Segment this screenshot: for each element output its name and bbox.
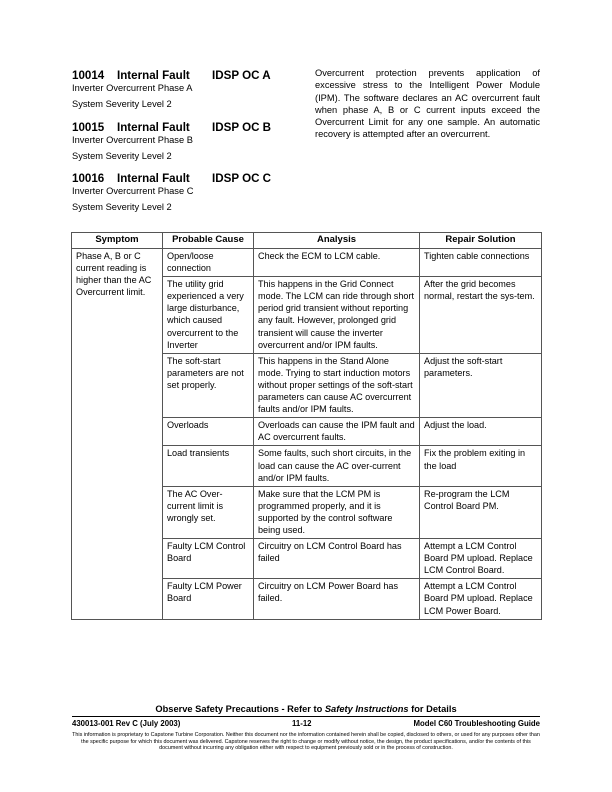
fault-severity: System Severity Level 2	[72, 202, 172, 212]
safety-notice: Observe Safety Precautions - Refer to Safety Instructions for Details	[155, 704, 457, 714]
analysis-cell: Make sure that the LCM PM is programmed properly, and it is supported by the control software being used.	[254, 486, 420, 538]
header-symptom: Symptom	[72, 233, 163, 249]
cause-cell: Faulty LCM Control Board	[163, 539, 254, 579]
fault-description: Inverter Overcurrent Phase A	[72, 83, 193, 93]
table-row	[72, 249, 542, 277]
analysis-cell: Circuitry on LCM Power Board has failed.	[254, 579, 420, 619]
proprietary-notice: This information is proprietary to Capstone Turbine Corporation. Neither this document nor the information contained herein shall be copied, disclosed to others, or used for any purposes other than the specific purpose for which this document was delivered. Capstone reserves the right to change or modify without notice, the design, the product specifications, and/or the contents of this document without incurring any obligation either with respect to equipment previously sold or in the process of construction.	[72, 732, 540, 752]
guide-title: Model C60 Troubleshooting Guide	[413, 719, 540, 728]
cause-cell: The AC Over-current limit is wrongly set.	[163, 486, 254, 538]
analysis-cell: This happens in the Grid Connect mode. The LCM can ride through short period grid transient without reporting any fault. However, prolonged grid transient will cause the inverter overcurrent and/or IPM faults.	[254, 277, 420, 354]
page-number: 11-12	[292, 719, 312, 728]
header-analysis: Analysis	[254, 233, 420, 249]
cause-cell: The utility grid experienced a very large disturbance, which caused overcurrent to the Inverter	[163, 277, 254, 354]
troubleshooting-table	[71, 232, 542, 620]
cause-cell: Open/loose connection	[163, 249, 254, 277]
safety-instructions-ref: Safety Instructions	[324, 704, 409, 714]
analysis-cell: This happens in the Stand Alone mode. Trying to start induction motors without proper settings of the soft-start parameters can cause AC overcurrent faults and/or IPM faults.	[254, 353, 420, 417]
analysis-cell: Check the ECM to LCM cable.	[254, 249, 420, 277]
fault-severity: System Severity Level 2	[72, 151, 172, 161]
fault-block-10016	[72, 172, 302, 213]
solution-cell: After the grid becomes normal, restart the sys-tem.	[420, 277, 542, 354]
analysis-cell: Overloads can cause the IPM fault and AC overcurrent faults.	[254, 418, 420, 446]
overcurrent-description: Overcurrent protection prevents application of excessive stress to the Intelligent Power Module (IPM). The software declares an AC overcurrent fault when phase A, B or C current inputs exceed the Overcurrent Limit for any one sample. An automatic recovery is attempted after an overcurrent.	[315, 68, 540, 140]
fault-severity: System Severity Level 2	[72, 99, 172, 109]
cause-cell: Overloads	[163, 418, 254, 446]
solution-cell: Fix the problem exiting in the load	[420, 446, 542, 486]
table-header-row	[72, 233, 542, 249]
solution-cell: Adjust the soft-start parameters.	[420, 353, 542, 417]
cause-cell: The soft-start parameters are not set properly.	[163, 353, 254, 417]
header-repair-solution: Repair Solution	[420, 233, 542, 249]
analysis-cell: Some faults, such short circuits, in the load can cause the AC over-current and/or IPM faults.	[254, 446, 420, 486]
cause-cell: Faulty LCM Power Board	[163, 579, 254, 619]
solution-cell: Attempt a LCM Control Board PM upload. Replace LCM Power Board.	[420, 579, 542, 619]
solution-cell: Attempt a LCM Control Board PM upload. Replace LCM Control Board.	[420, 539, 542, 579]
header-probable-cause: Probable Cause	[163, 233, 254, 249]
fault-block-10015	[72, 121, 302, 162]
fault-title: 10015 Internal Fault IDSP OC B	[72, 121, 272, 134]
solution-cell: Adjust the load.	[420, 418, 542, 446]
footer-divider	[72, 716, 540, 717]
fault-block-10014	[72, 69, 302, 110]
fault-description: Inverter Overcurrent Phase C	[72, 186, 194, 196]
solution-cell: Tighten cable connections	[420, 249, 542, 277]
document-number: 430013-001 Rev C (July 2003)	[72, 719, 181, 728]
fault-description: Inverter Overcurrent Phase B	[72, 135, 193, 145]
cause-cell: Load transients	[163, 446, 254, 486]
analysis-cell: Circuitry on LCM Control Board has failed	[254, 539, 420, 579]
fault-title: 10014 Internal Fault IDSP OC A	[72, 69, 271, 82]
fault-title: 10016 Internal Fault IDSP OC C	[72, 172, 272, 185]
symptom-cell: Phase A, B or C current reading is higher than the AC Overcurrent limit.	[72, 249, 163, 620]
solution-cell: Re-program the LCM Control Board PM.	[420, 486, 542, 538]
